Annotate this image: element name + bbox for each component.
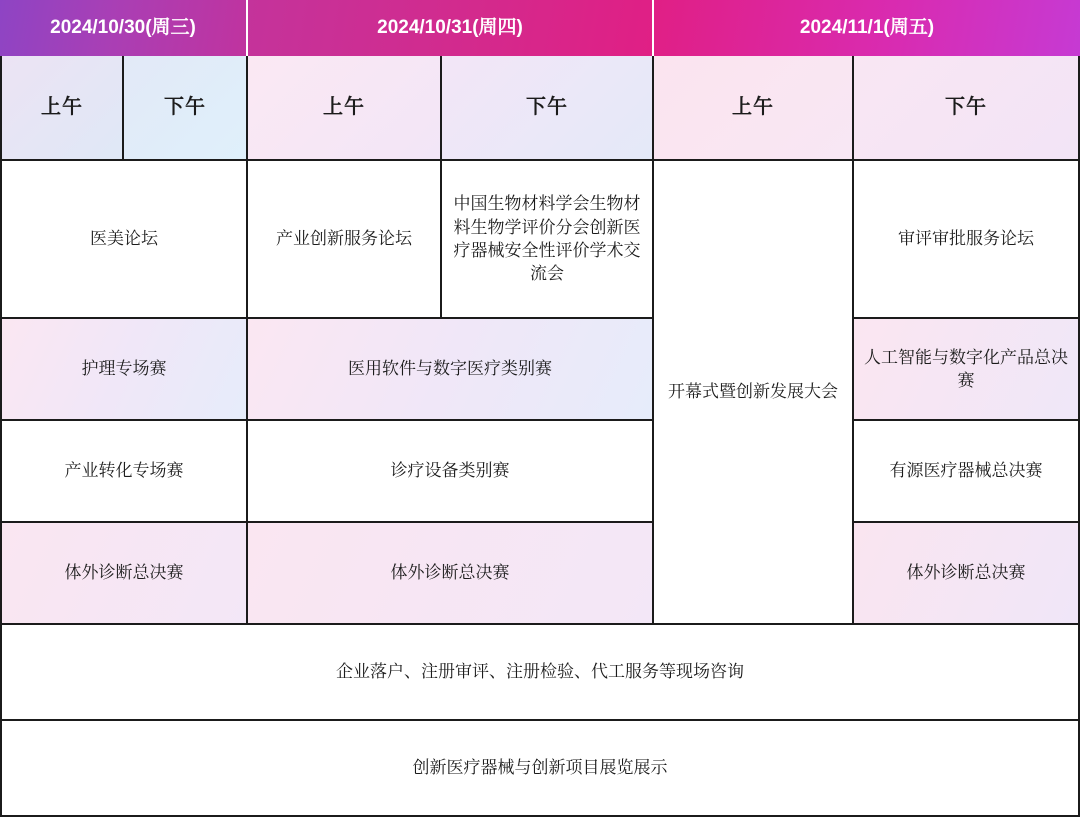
event-1030-nursing-contest: 护理专场赛	[0, 319, 248, 421]
schedule-body	[0, 161, 1080, 625]
table-row	[0, 523, 654, 625]
event-1030-transformation-contest: 产业转化专场赛	[0, 421, 248, 523]
event-1030-forum: 医美论坛	[0, 161, 248, 319]
table-row	[0, 319, 654, 421]
table-row	[0, 161, 654, 319]
date-header-1030: 2024/10/30(周三)	[0, 0, 248, 56]
table-row-exhibition	[0, 721, 1080, 817]
session-1101-pm: 下午	[854, 56, 1080, 161]
session-1030-pm: 下午	[124, 56, 248, 161]
date-header-1031: 2024/10/31(周四)	[248, 0, 654, 56]
session-1030-am: 上午	[0, 56, 124, 161]
event-onsite-consultation: 企业落户、注册审评、注册检验、代工服务等现场咨询	[0, 625, 1080, 721]
schedule-body-right	[654, 161, 1080, 625]
table-row-consultation	[0, 625, 1080, 721]
event-1101-ivd-final: 体外诊断总决赛	[854, 523, 1080, 625]
session-header-row	[0, 56, 1080, 161]
event-1101-review-forum: 审评审批服务论坛	[854, 161, 1080, 319]
event-exhibition: 创新医疗器械与创新项目展览展示	[0, 721, 1080, 817]
schedule-1101-pm-column	[854, 161, 1080, 625]
event-1031-software-contest: 医用软件与数字医疗类别赛	[248, 319, 654, 421]
schedule-body-left	[0, 161, 654, 625]
event-1031-am-forum: 产业创新服务论坛	[248, 161, 442, 319]
event-1031-device-contest: 诊疗设备类别赛	[248, 421, 654, 523]
event-1101-active-device-final: 有源医疗器械总决赛	[854, 421, 1080, 523]
session-1101-am: 上午	[654, 56, 854, 161]
date-header-1101: 2024/11/1(周五)	[654, 0, 1080, 56]
event-1031-pm-forum: 中国生物材料学会生物材料生物学评价分会创新医疗器械安全性评价学术交流会	[442, 161, 654, 319]
event-1031-ivd-final: 体外诊断总决赛	[248, 523, 654, 625]
session-1031-am: 上午	[248, 56, 442, 161]
table-row	[0, 421, 654, 523]
event-opening-ceremony: 开幕式暨创新发展大会	[654, 161, 854, 625]
event-1101-ai-final: 人工智能与数字化产品总决赛	[854, 319, 1080, 421]
date-header-row	[0, 0, 1080, 56]
session-1031-pm: 下午	[442, 56, 654, 161]
event-1030-ivd-final: 体外诊断总决赛	[0, 523, 248, 625]
